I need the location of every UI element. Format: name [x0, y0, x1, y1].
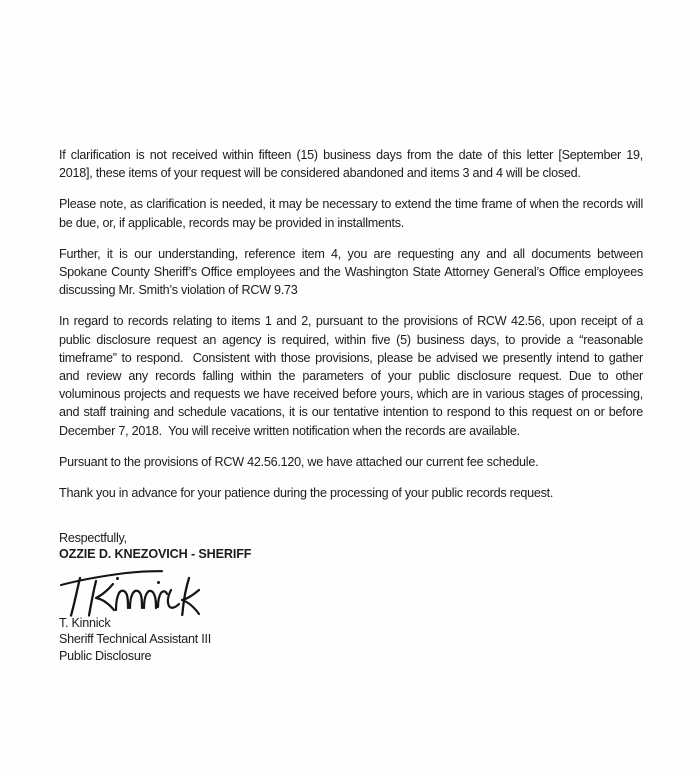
handwritten-signature-icon: [58, 568, 248, 620]
letter-body: [59, 146, 647, 502]
closing-block: [59, 530, 459, 563]
signer-title: Sheriff Technical Assistant III: [59, 632, 212, 647]
closing-official-name: OZZIE D. KNEZOVICH - SHERIFF: [59, 547, 252, 562]
paragraph-thank-you: Thank you in advance for your patience during the processing of your public records request.: [59, 486, 554, 501]
closing-salutation: Respectfully,: [59, 531, 127, 545]
paragraph-timeframe-extension: Please note, as clarification is needed, it may be necessary to extend the time frame of when the records will be due, or, if applicable, records may be provided in installments.: [59, 197, 647, 230]
signer-block: [59, 615, 459, 664]
paragraph-item-4-scope: Further, it is our understanding, reference item 4, you are requesting any and all documents between Spokane County Sheriff’s Office employees and the Washington State Attorney General’s Office employees discussing Mr. Smith’s violation of RCW 9.73: [59, 246, 647, 298]
signer-name: T. Kinnick: [59, 616, 111, 630]
paragraph-items-1-2-response: In regard to records relating to items 1 and 2, pursuant to the provisions of RCW 42.56, upon receipt of a public disclosure request an agency is required, within five (5) business days, to provide a “reasonable timeframe” to respond. Consistent with those provisions, please be advised we presently intend to gather and review any records falling within the parameters of your public disclosure request. Due to other voluminous projects and requests we have received before yours, which are in various stages of processing, and staff training and schedule vacations, it is our tentative intention to respond to this request on or before December 7, 2018. You will receive written notification when the records are available.: [59, 314, 647, 438]
paragraph-fee-schedule: Pursuant to the provisions of RCW 42.56.120, we have attached our current fee schedule.: [59, 454, 539, 469]
paragraph-clarification-deadline: If clarification is not received within fifteen (15) business days from the date of this letter [September 19, 2018], these items of your request will be considered abandoned and items 3 and 4 will be closed.: [59, 148, 647, 181]
signer-department: Public Disclosure: [59, 648, 152, 663]
